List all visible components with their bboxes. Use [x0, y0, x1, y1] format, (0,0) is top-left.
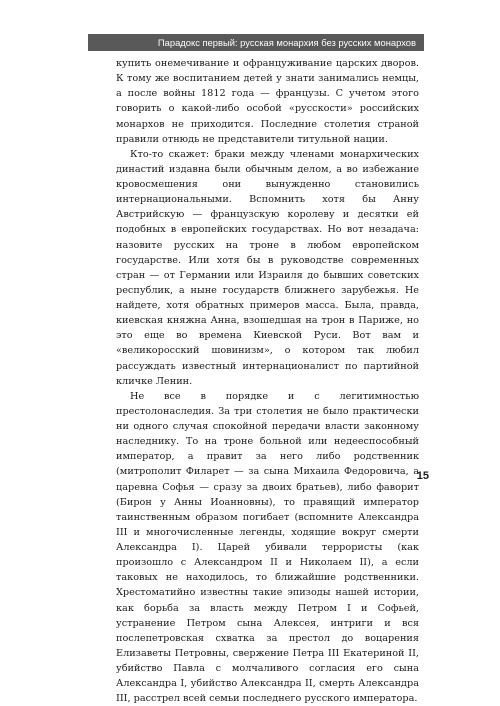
paragraph: Не все в порядке и с легитимностью престолонаследия. За три столетия не было практически ни одного случая спокойной передачи власти законному наследнику. То на троне больной или недееспособный император, а правит за него либо родственник (митрополит Филарет — за сына Михаила Федоровича, а царевна Софья — сразу за двоих братьев), либо фаворит (Бирон у Анны Иоанновны), то правящий император таинственным образом погибает (вспомните Александра III и многочисленные легенды, ходящие вокруг смерти Александра I). Царей убивали террористы (как произошло с Александром II и Николаем II), а если таковых не находилось, то ближайшие родственники. Хрестоматийно известны такие эпизоды нашей истории, как борьба за власть между Петром I и Софьей, устранение Петром сына Алексея, интриги и вся послепетровская схватка за престол до воцарения Елизаветы Петровны, свержение Петра III Екатериной II, убийство Павла с молчаливого согласия его сына Александра I, убийство Александра II, смерть Александра III, расстрел всей семьи последнего русского императора.: [116, 390, 419, 705]
running-head: Парадокс первый: русская монархия без русских монархов: [88, 34, 424, 51]
paragraph-continued: купить онемечивание и офранцуживание царских дворов. К тому же воспитанием детей у знати занимались немцы, а после войны 1812 года — французы. С учетом этого говорить о какой-либо особой «русскости» российских монархов не приходится. Последние столетия страной правили отнюдь не представители титульной нации.: [116, 58, 419, 145]
paragraph: Кто-то скажет: браки между членами монархических династий издавна были обычным делом, а во избежание кровосмешения они вынужденно становились интернациональными. Вспомнить хотя бы Анну Австрийскую — французскую королеву и десятки ей подобных в европейских государствах. Но вот незадача: назовите русских на троне в любом европейском государстве. Или хотя бы в руководстве современных стран — от Германии или Израиля до бывших советских республик, а ныне государств ближнего зарубежья. Не найдете, хотя обратных примеров масса. Была, правда, киевская княжна Анна, взошедшая на трон в Париже, но это еще во времена Киевской Руси. Вот вам и «великоросский шовинизм», о котором так любил рассуждать известный интернационалист по партийной кличке Ленин.: [116, 148, 419, 387]
page-number: 15: [416, 470, 429, 482]
body-text: [116, 56, 419, 706]
